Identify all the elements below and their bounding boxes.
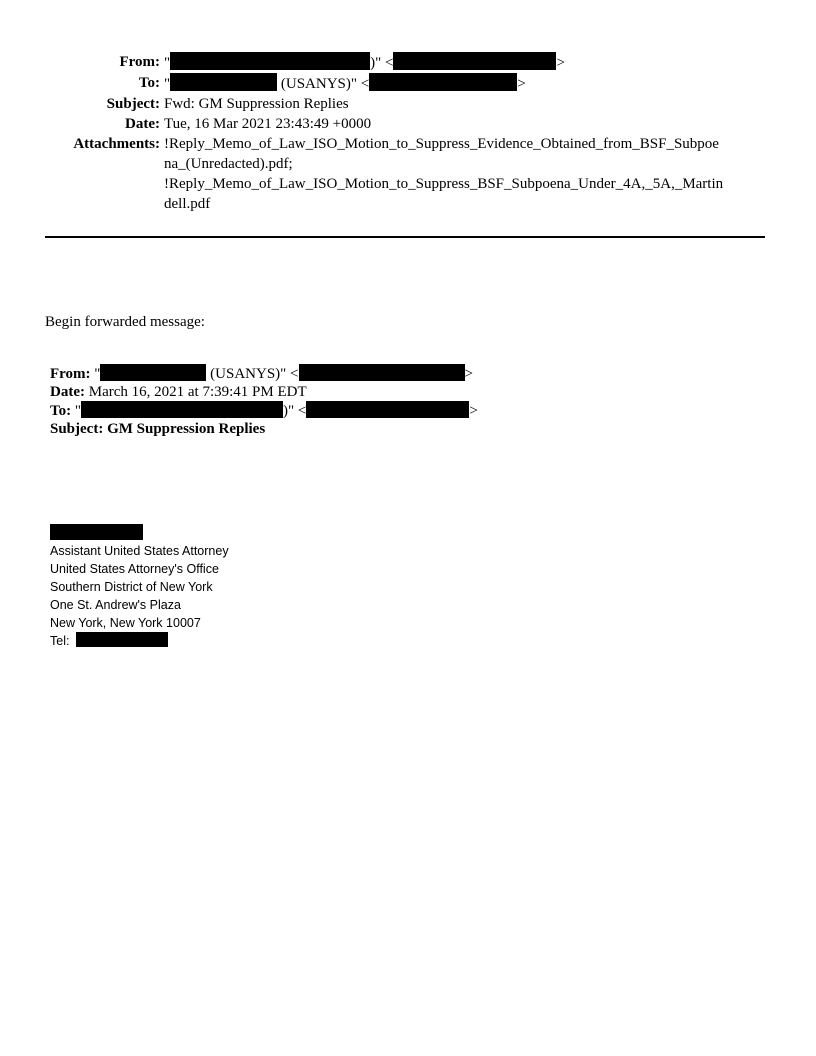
- redaction-block: [170, 52, 370, 70]
- forwarded-subject-row: [50, 420, 478, 438]
- header-from-value: [160, 52, 565, 73]
- forwarded-from-mid: (USANYS)" <: [206, 366, 299, 382]
- redaction-block: [76, 632, 168, 647]
- signature-office: United States Attorney's Office: [50, 562, 219, 576]
- attachment-link[interactable]: !Reply_Memo_of_Law_ISO_Motion_to_Suppress_Evidence_Obtained_from_BSF_Subpoe: [164, 136, 719, 152]
- attachments-list: [160, 134, 760, 214]
- header-date-row: [0, 114, 816, 134]
- attachment-link[interactable]: na_(Unredacted).pdf;: [164, 156, 293, 172]
- forwarded-to-close: >: [469, 403, 478, 419]
- forwarded-from-row: [50, 364, 478, 383]
- forwarded-header: [50, 364, 478, 438]
- from-mid: )" <: [370, 55, 394, 71]
- forwarded-date-value: March 16, 2021 at 7:39:41 PM EDT: [84, 384, 307, 400]
- redaction-block: [170, 73, 277, 91]
- header-divider: [45, 236, 765, 238]
- attachment-link[interactable]: dell.pdf: [164, 196, 211, 212]
- signature-address-1: One St. Andrew's Plaza: [50, 598, 181, 612]
- redaction-block: [81, 401, 283, 418]
- signature-title: Assistant United States Attorney: [50, 544, 229, 558]
- redaction-block: [369, 73, 517, 91]
- redaction-block: [393, 52, 556, 70]
- redaction-block: [299, 364, 465, 381]
- header-from-label: From:: [119, 54, 160, 70]
- to-close: >: [517, 76, 526, 92]
- from-close: >: [556, 55, 565, 71]
- signature-address-2: New York, New York 10007: [50, 616, 201, 630]
- forwarded-subject: Subject: GM Suppression Replies: [50, 421, 266, 437]
- attachment-link[interactable]: !Reply_Memo_of_Law_ISO_Motion_to_Suppress_BSF_Subpoena_Under_4A,_5A,_Martin: [164, 176, 724, 192]
- forwarded-to-mid: )" <: [283, 403, 307, 419]
- forwarded-to-label: To:: [50, 403, 72, 419]
- header-subject-value: Fwd: GM Suppression Replies: [164, 96, 349, 112]
- forwarded-from-label: From:: [50, 366, 91, 382]
- header-date-value: Tue, 16 Mar 2021 23:43:49 +0000: [164, 116, 372, 132]
- header-attachments-row: [0, 134, 816, 214]
- redaction-block: [100, 364, 206, 381]
- header-attachments-label: Attachments:: [73, 136, 160, 152]
- signature-district: Southern District of New York: [50, 580, 213, 594]
- header-subject-row: [0, 94, 816, 114]
- header-subject-label: Subject:: [106, 96, 160, 112]
- header-to-label: To:: [138, 75, 160, 91]
- signature-block: [50, 524, 229, 650]
- header-to-row: [0, 73, 816, 94]
- forwarded-from-close: >: [464, 366, 473, 382]
- header-from-row: [0, 52, 816, 73]
- redaction-block: [50, 524, 143, 540]
- forwarded-to-row: [50, 401, 478, 420]
- to-mid: (USANYS)" <: [277, 76, 370, 92]
- forwarded-date-row: [50, 383, 478, 401]
- header-to-value: [160, 73, 526, 94]
- header-date-label: Date:: [125, 116, 160, 132]
- begin-forwarded-text: Begin forwarded message:: [45, 314, 205, 330]
- email-header: [0, 52, 816, 214]
- to-quote-open: ": [164, 76, 171, 92]
- from-quote-open: ": [164, 55, 171, 71]
- signature-tel-row: [50, 632, 229, 650]
- signature-name-redacted: [50, 524, 229, 542]
- forwarded-date-label: Date:: [50, 384, 85, 400]
- redaction-block: [306, 401, 469, 418]
- signature-tel-label: Tel:: [50, 634, 70, 648]
- forwarded-from-quote: ": [90, 366, 101, 382]
- forwarded-to-quote: ": [71, 403, 81, 419]
